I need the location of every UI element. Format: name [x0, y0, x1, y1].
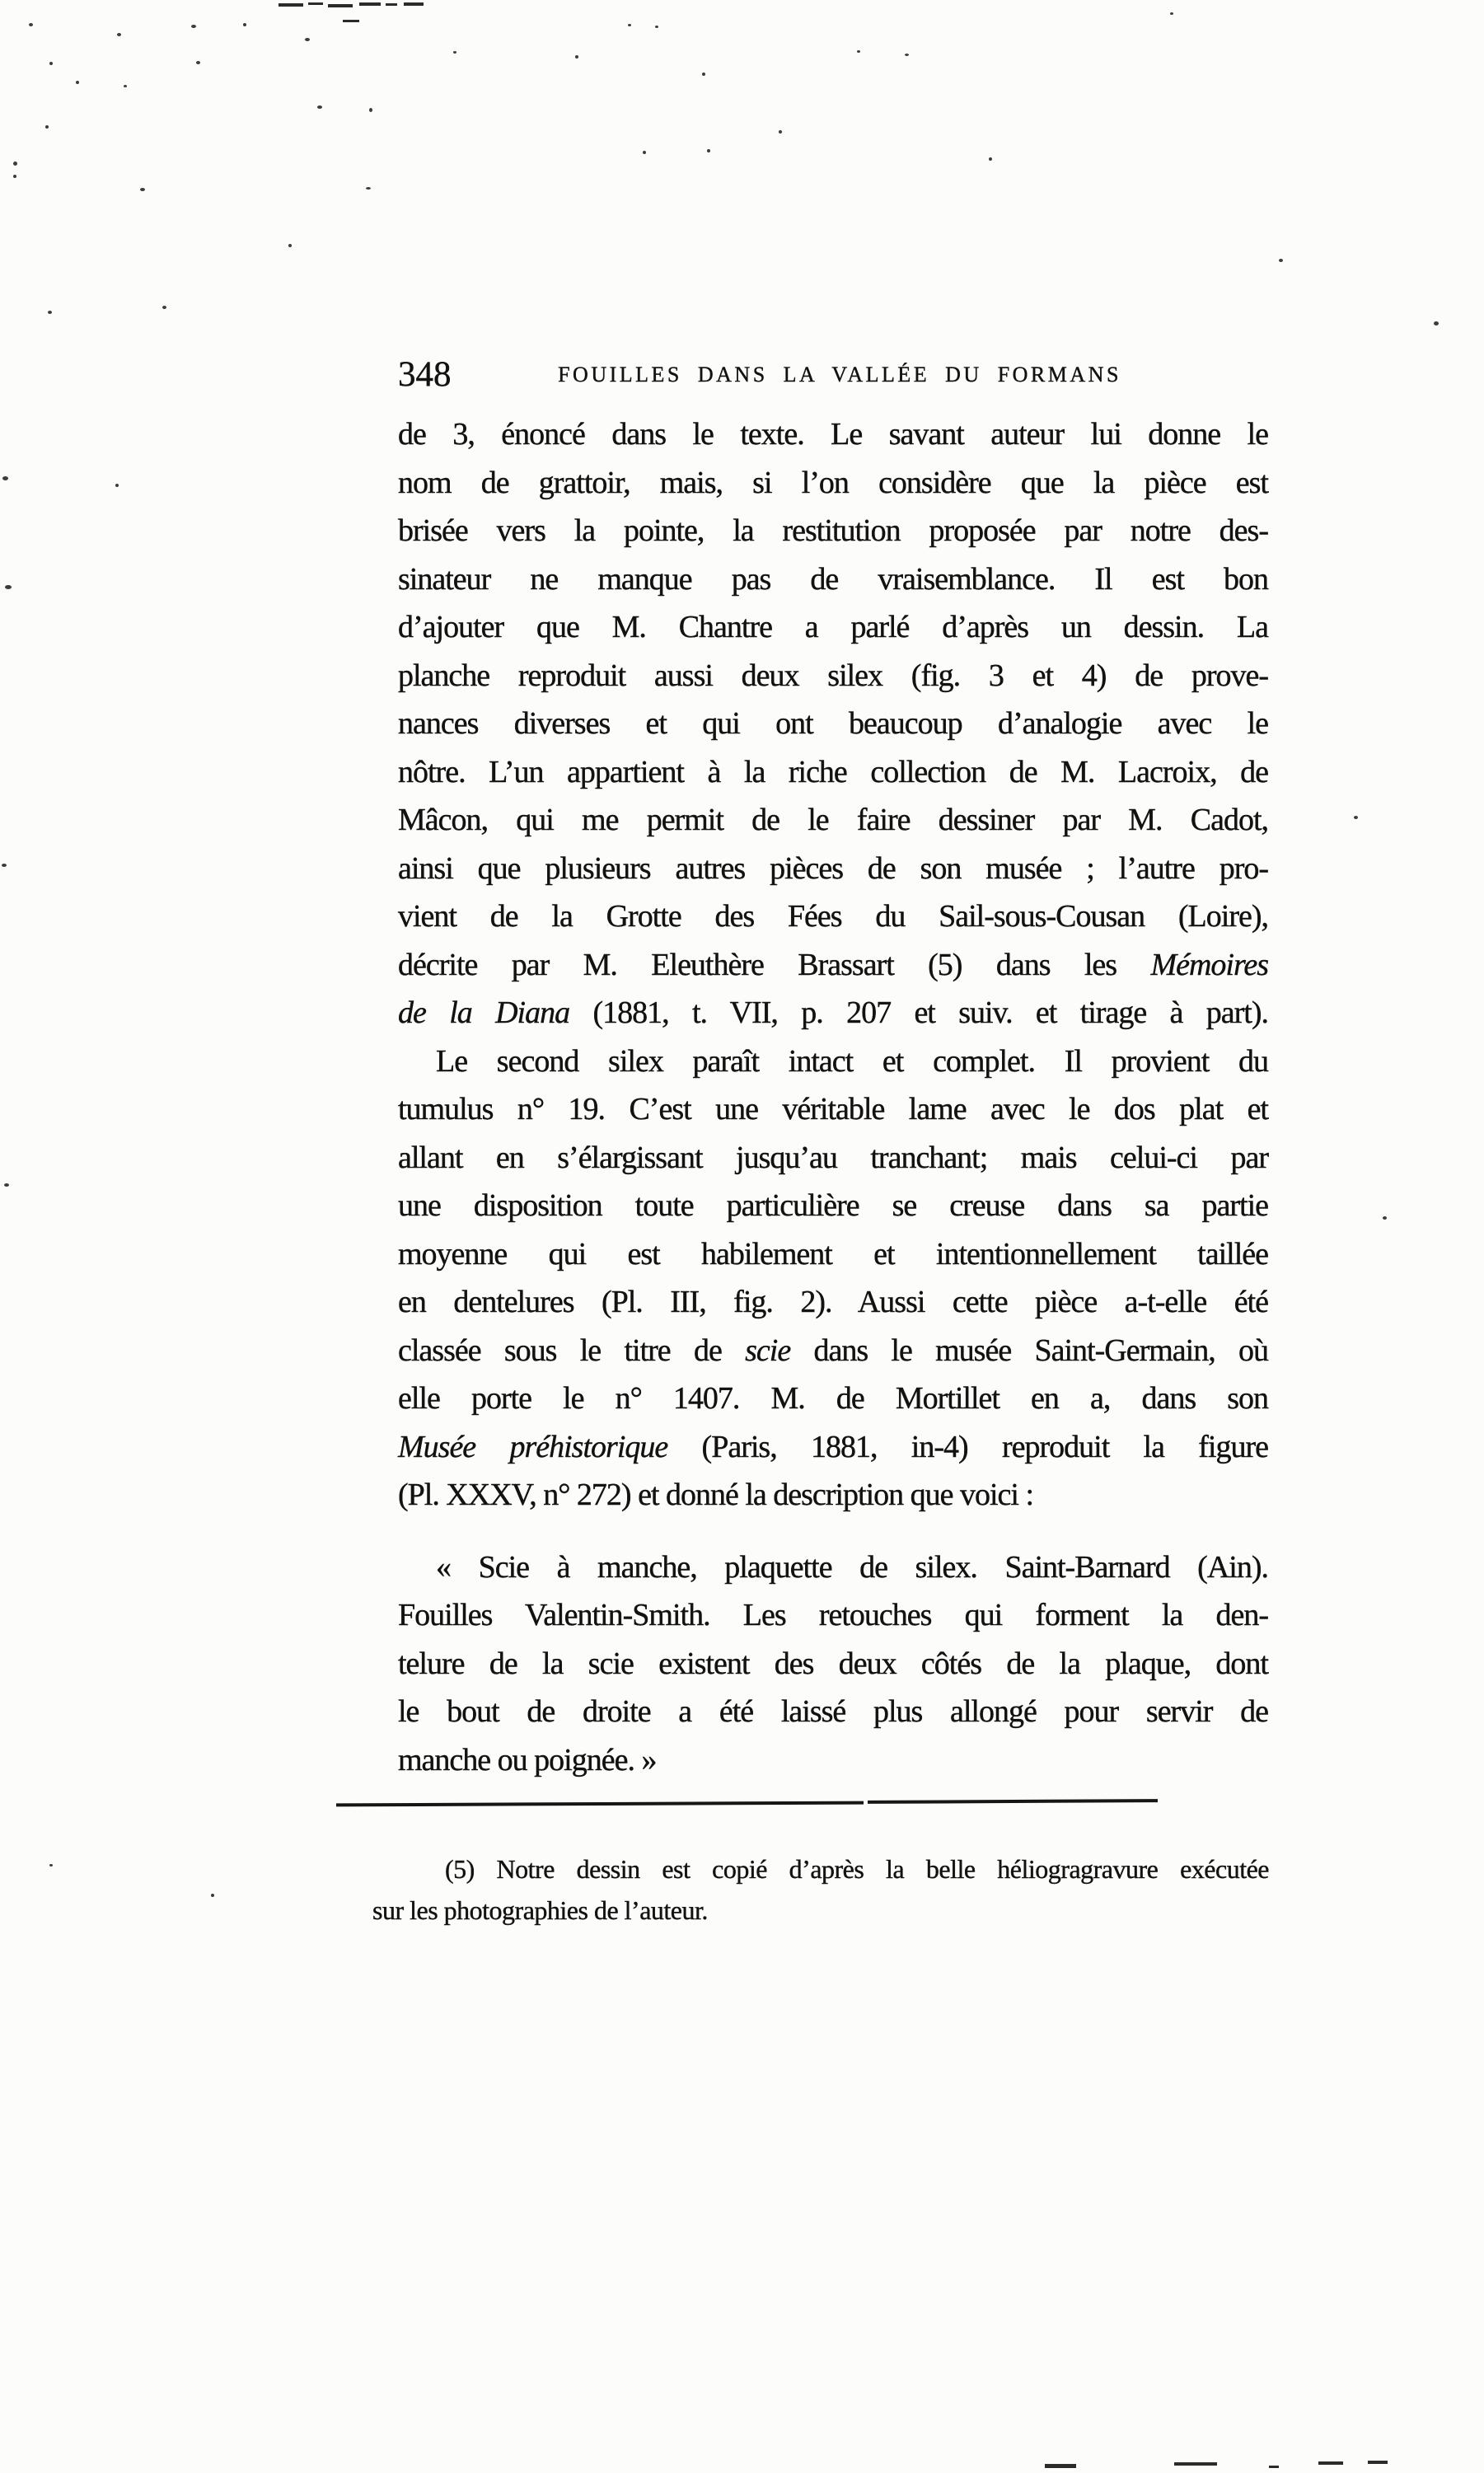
scan-speck: [369, 108, 372, 112]
text-line: sinateur ne manque pas de vraisemblance. Il est bon: [398, 561, 1268, 597]
scan-dash: [1368, 2461, 1388, 2464]
text-line: « Scie à manche, plaquette de silex. Saint-Barnard (Ain).: [436, 1549, 1268, 1585]
scan-speck: [575, 55, 578, 59]
scan-speck: [13, 162, 17, 166]
scan-speck: [453, 51, 456, 54]
text-line: d’ajouter que M. Chantre a parlé d’après un dessin. La: [398, 610, 1268, 644]
footnote-rule: [336, 1799, 1158, 1807]
scan-speck: [49, 62, 53, 65]
scan-speck: [702, 73, 705, 76]
scan-speck: [196, 61, 200, 64]
scan-speck: [857, 50, 860, 53]
scan-speck: [1383, 1216, 1387, 1220]
text-line: tumulus n° 19. C’est une véritable lame avec le dos plat et: [398, 1092, 1268, 1126]
text-line: décrite par M. Eleuthère Brassart (5) dans les Mémoires: [398, 947, 1268, 982]
footnote-rule-segment: [336, 1801, 864, 1807]
scan-speck: [628, 24, 631, 26]
text-line: sur les photographies de l’auteur.: [372, 1895, 708, 1925]
text-column: [398, 410, 1268, 1784]
text-line: brisée vers la pointe, la restitution proposée par notre des-: [398, 513, 1268, 548]
text-line: Mâcon, qui me permit de le faire dessiner par M. Cadot,: [398, 803, 1268, 837]
scan-speck: [211, 1894, 214, 1897]
scan-dash: [279, 3, 303, 7]
scan-speck: [4, 1183, 9, 1187]
paragraph-2: [398, 1037, 1268, 1520]
text-line: classée sous le titre de scie dans le musée Saint-Germain, où: [398, 1333, 1268, 1368]
text-line: une disposition toute particulière se creuse dans sa partie: [398, 1188, 1268, 1223]
text-line: ainsi que plusieurs autres pièces de son musée ; l’autre pro-: [398, 850, 1268, 886]
scan-speck: [191, 25, 196, 28]
text-line: manche ou poignée. »: [398, 1742, 657, 1777]
text-line: Musée préhistorique (Paris, 1881, in-4) reproduit la figure: [398, 1429, 1268, 1464]
text-line: Le second silex paraît intact et complet. Il provient du: [436, 1043, 1268, 1079]
scan-speck: [1279, 259, 1283, 262]
paragraph-1: [398, 410, 1268, 1037]
scan-dash: [1174, 2462, 1217, 2466]
scan-speck: [905, 54, 909, 56]
scan-speck: [45, 125, 49, 129]
scan-speck: [5, 585, 12, 589]
scan-dash: [328, 4, 353, 7]
scan-speck: [707, 149, 710, 152]
text-line: moyenne qui est habilement et intentionnellement taillée: [398, 1236, 1268, 1272]
footnote-rule-segment: [868, 1799, 1158, 1804]
text-line: de 3, énoncé dans le texte. Le savant auteur lui donne le: [398, 417, 1268, 452]
scan-speck: [989, 157, 992, 161]
scan-dash: [404, 2, 424, 6]
scan-speck: [1354, 816, 1358, 819]
scan-speck: [124, 85, 127, 87]
text-line: Fouilles Valentin-Smith. Les retouches qui forment la den-: [398, 1598, 1268, 1632]
text-line: planche reproduit aussi deux silex (fig. 3 et 4) de prove-: [398, 658, 1268, 693]
text-line: allant en s’élargissant jusqu’au tranchant; mais celui-ci par: [398, 1140, 1268, 1175]
scan-dash: [1269, 2466, 1279, 2468]
text-line: le bout de droite a été laissé plus allongé pour servir de: [398, 1694, 1268, 1729]
scan-dash: [1045, 2464, 1076, 2468]
scan-speck: [29, 23, 33, 26]
scan-speck: [49, 1864, 53, 1866]
scan-speck: [643, 151, 646, 154]
scan-speck: [1170, 12, 1173, 15]
text-line: nom de grattoir, mais, si l’on considère que la pièce est: [398, 465, 1268, 500]
scan-speck: [2, 864, 7, 867]
text-line: (Pl. XXXV, n° 272) et donné la description que voici :: [398, 1478, 1034, 1512]
scan-speck: [48, 311, 52, 314]
scan-dash: [343, 20, 359, 22]
text-line: vient de la Grotte des Fées du Sail-sous-Cousan (Loire),: [398, 899, 1268, 934]
text-line: de la Diana (1881, t. VII, p. 207 et suiv. et tirage à part).: [398, 995, 1268, 1030]
scan-speck: [115, 484, 119, 487]
scan-dash: [308, 2, 323, 5]
scan-dash: [386, 3, 397, 6]
scan-dash: [1318, 2461, 1343, 2465]
text-line: nôtre. L’un appartient à la riche collection de M. Lacroix, de: [398, 754, 1268, 789]
text-line: en dentelures (Pl. III, fig. 2). Aussi cette pièce a-t-elle été: [398, 1285, 1268, 1319]
scan-speck: [2, 476, 8, 480]
page-header: [398, 354, 1268, 397]
scan-dash: [359, 2, 381, 6]
text-line: elle porte le n° 1407. M. de Mortillet en a, dans son: [398, 1381, 1268, 1416]
footnote: [372, 1848, 1269, 1931]
quotation-paragraph: [398, 1543, 1268, 1785]
running-title: FOUILLES DANS LA VALLÉE DU FORMANS: [558, 363, 1121, 386]
scan-speck: [655, 26, 658, 28]
scan-speck: [288, 244, 292, 247]
scan-speck: [117, 33, 121, 36]
scan-speck: [140, 188, 145, 191]
scan-speck: [76, 81, 79, 84]
text-line: (5) Notre dessin est copié d’après la belle héliogragravure exécutée: [445, 1854, 1269, 1884]
page-number: 348: [398, 355, 452, 394]
scan-speck: [317, 105, 322, 109]
scan-speck: [779, 130, 782, 133]
scan-speck: [366, 187, 371, 190]
scan-speck: [162, 306, 166, 309]
scan-speck: [13, 175, 16, 178]
scan-speck: [1434, 321, 1439, 326]
text-line: telure de la scie existent des deux côtés de la plaque, dont: [398, 1646, 1268, 1681]
scan-speck: [243, 23, 246, 26]
scan-speck: [305, 38, 310, 41]
text-line: nances diverses et qui ont beaucoup d’analogie avec le: [398, 706, 1268, 741]
